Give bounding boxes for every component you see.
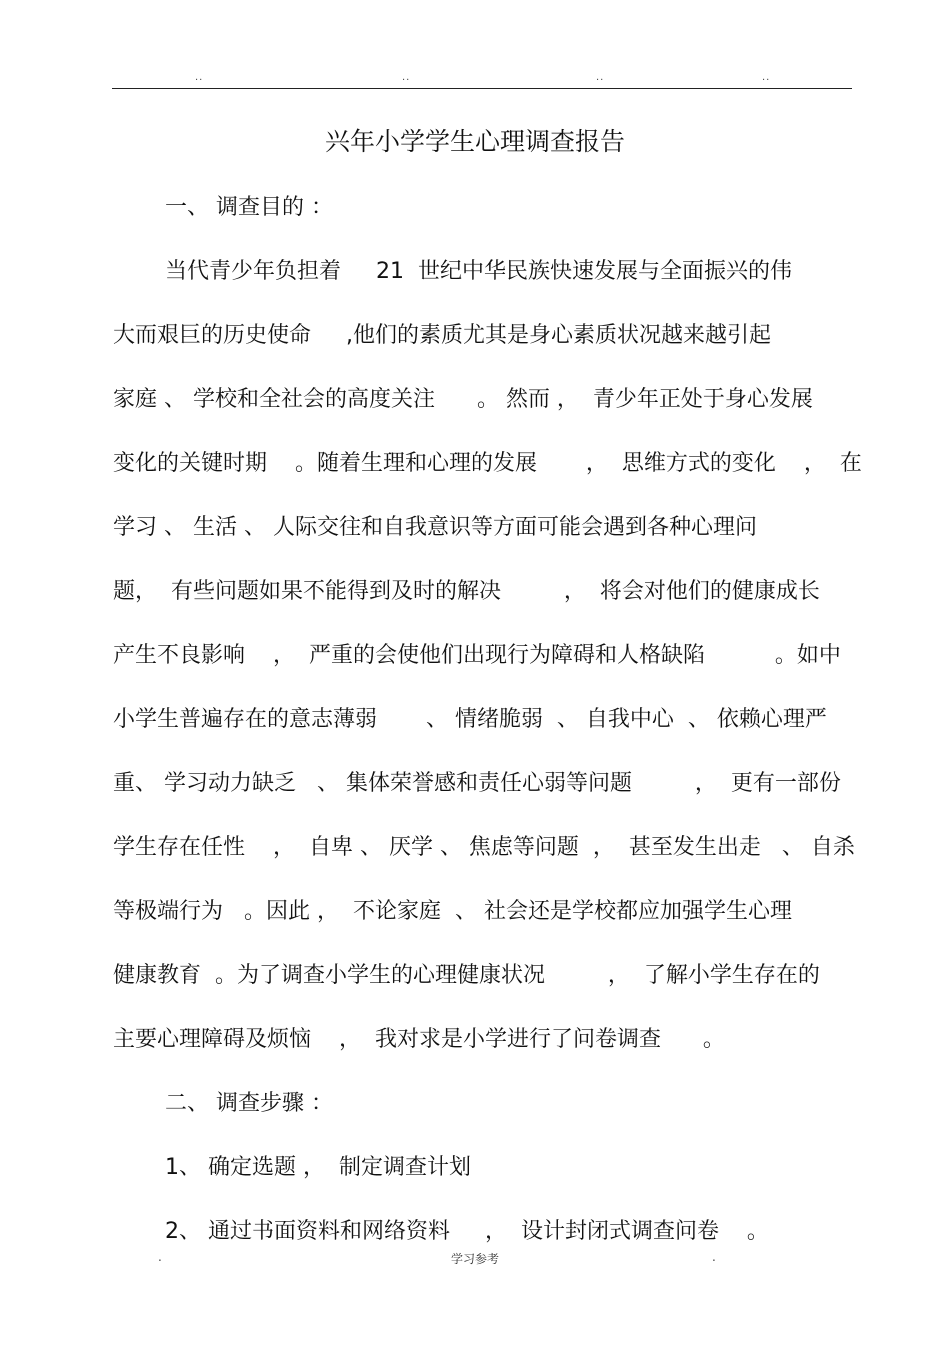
header-mark: .. — [402, 72, 411, 83]
paragraph-line: 学习 、 生活 、 人际交往和自我意识等方面可能会遇到各种心理问 — [113, 515, 757, 540]
footer-mark: . — [158, 1250, 162, 1264]
paragraph-line: 大而艰巨的历史使命 ,他们的素质尤其是身心素质状况越来越引起 — [113, 323, 771, 348]
paragraph-line: 小学生普遍存在的意志薄弱 、 情绪脆弱 、 自我中心 、 依赖心理严 — [113, 707, 827, 732]
paragraph-line: 主要心理障碍及烦恼 ， 我对求是小学进行了问卷调查 。 — [113, 1027, 725, 1052]
paragraph-line: 当代青少年负担着 21 世纪中华民族快速发展与全面振兴的伟 — [165, 259, 792, 284]
paragraph-line: 变化的关键时期 。随着生理和心理的发展 ， 思维方式的变化 ， 在 — [113, 451, 862, 476]
paragraph-line: 健康教育 。为了调查小学生的心理健康状况 ， 了解小学生存在的 — [113, 963, 820, 988]
header-mark: .. — [762, 72, 771, 83]
header-mark: .. — [596, 72, 605, 83]
paragraph-line: 产生不良影响 ， 严重的会使他们出现行为障碍和人格缺陷 。如中 — [113, 643, 841, 668]
step-item: 2、 通过书面资料和网络资料 ， 设计封闭式调查问卷 。 — [165, 1219, 769, 1244]
paragraph-line: 重、 学习动力缺乏 、 集体荣誉感和责任心弱等问题 ， 更有一部份 — [113, 771, 841, 796]
paragraph-line: 学生存在任性 ， 自卑 、 厌学 、 焦虑等问题 ， 甚至发生出走 、 自杀 — [113, 835, 855, 860]
footer-mark: . — [712, 1250, 716, 1264]
paragraph-line: 题， 有些问题如果不能得到及时的解决 ， 将会对他们的健康成长 — [113, 579, 820, 604]
header-rule — [112, 88, 852, 89]
step-item: 1、 确定选题 ， 制定调查计划 — [165, 1155, 471, 1180]
header-mark: .. — [195, 72, 204, 83]
section-heading: 二、 调查步骤 ： — [165, 1091, 333, 1116]
paragraph-line: 等极端行为 。因此 ， 不论家庭 、 社会还是学校都应加强学生心理 — [113, 899, 792, 924]
paragraph-line: 家庭 、 学校和全社会的高度关注 。 然而 ， 青少年正处于身心发展 — [113, 387, 813, 412]
section-heading: 一、 调查目的 ： — [165, 195, 333, 220]
footer-text: 学习参考 — [450, 1252, 499, 1266]
document-title: 兴年小学学生心理调查报告 — [324, 127, 625, 156]
